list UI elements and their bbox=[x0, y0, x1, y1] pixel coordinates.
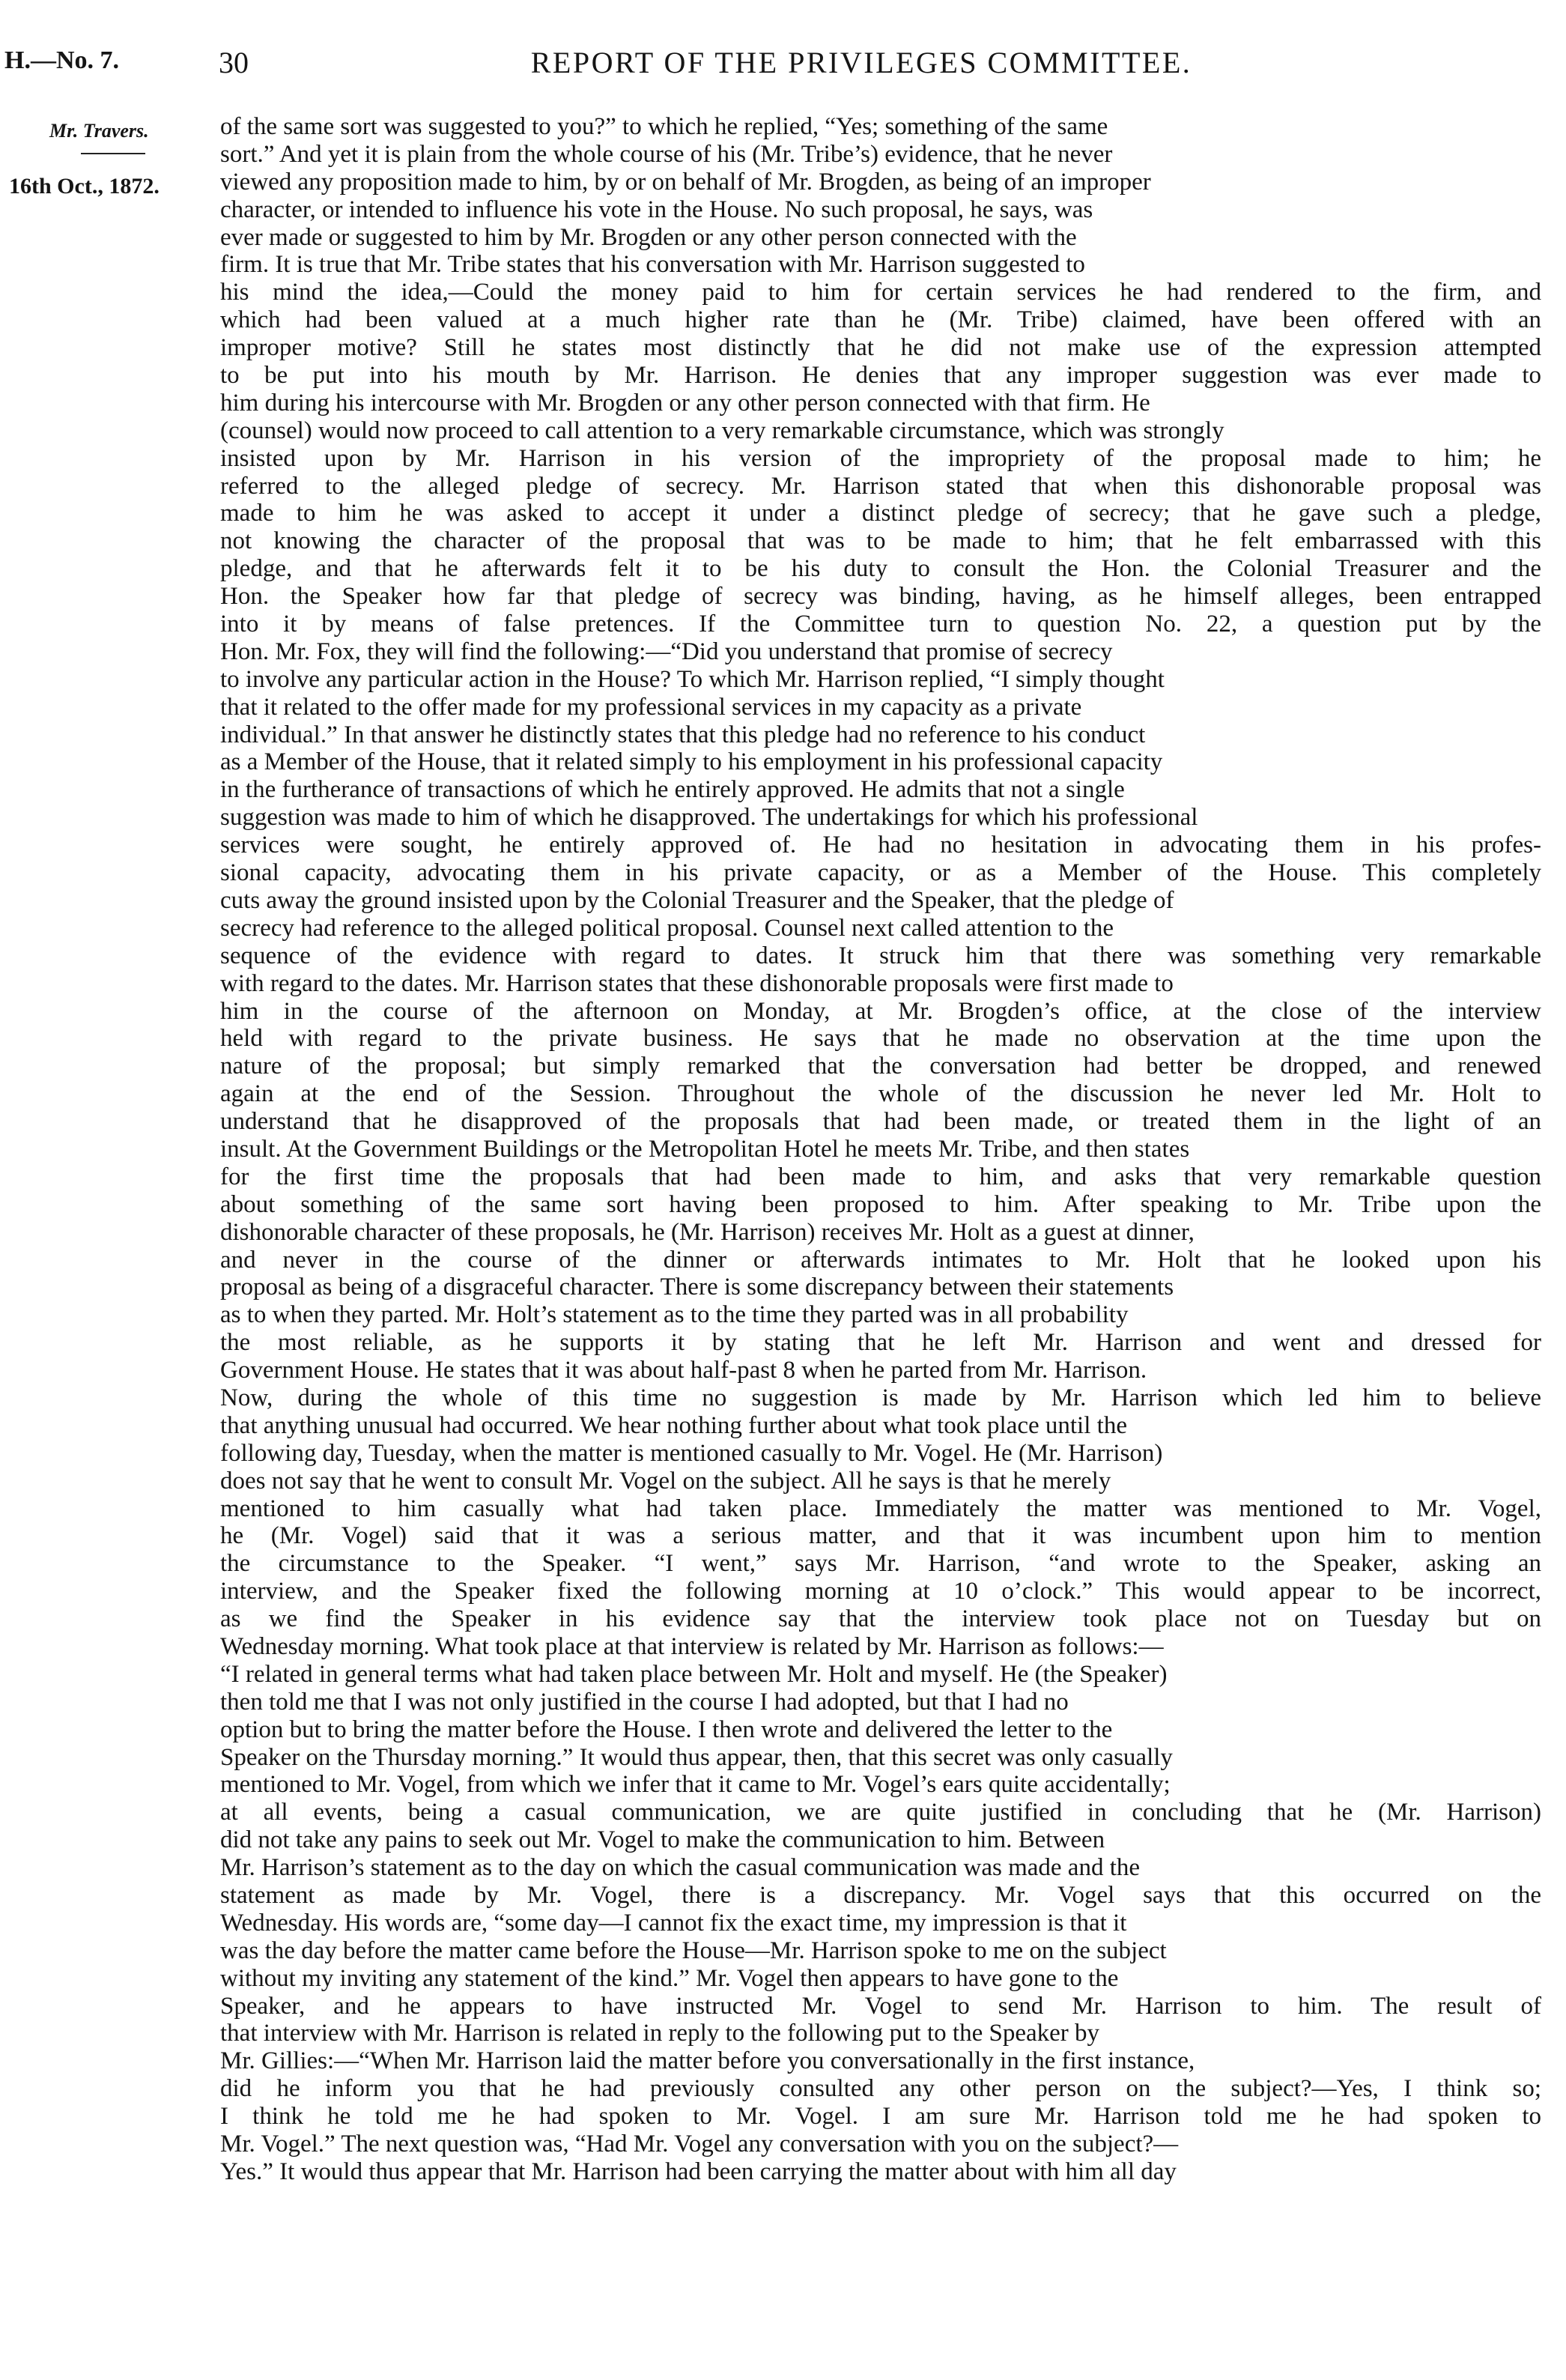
text-line: Government House. He states that it was about half-past 8 when he parted from Mr. Harrison. bbox=[220, 1357, 1147, 1384]
text-line: individual.” In that answer he distinctly states that this pledge had no reference to his conduct bbox=[220, 721, 1146, 748]
text-line: was the day before the matter came before the House—Mr. Harrison spoke to me on the subject bbox=[220, 1937, 1167, 1964]
text-line: statement as made by Mr. Vogel, there is a discrepancy. Mr. Vogel says that this occurred on the bbox=[220, 1882, 1541, 1909]
text-line: improper motive? Still he states most distinctly that he did not make use of the expression attempted bbox=[220, 334, 1541, 362]
text-line: did not take any pains to seek out Mr. Vogel to make the communication to him. Between bbox=[220, 1826, 1105, 1854]
text-line: referred to the alleged pledge of secrecy. Mr. Harrison stated that when this dishonorable proposal was bbox=[220, 472, 1541, 500]
text-line: Mr. Vogel.” The next question was, “Had Mr. Vogel any conversation with you on the subject?— bbox=[220, 2131, 1179, 2158]
text-line: does not say that he went to consult Mr. Vogel on the subject. All he says is that he merely bbox=[220, 1467, 1111, 1495]
text-line: sort.” And yet it is plain from the whole course of his (Mr. Tribe’s) evidence, that he never bbox=[220, 140, 1113, 168]
text-line: services were sought, he entirely approved of. He had no hesitation in advocating them in his profes- bbox=[220, 832, 1541, 859]
text-line: Yes.” It would thus appear that Mr. Harrison had been carrying the matter about with him all day bbox=[220, 2158, 1177, 2185]
text-line: Mr. Gillies:—“When Mr. Harrison laid the matter before you conversationally in the first instance, bbox=[220, 2047, 1195, 2075]
text-line: option but to bring the matter before the House. I then wrote and delivered the letter to the bbox=[220, 1716, 1113, 1743]
text-line: he (Mr. Vogel) said that it was a serious matter, and that it was incumbent upon him to mention bbox=[220, 1522, 1541, 1550]
text-line: him in the course of the afternoon on Monday, at Mr. Brogden’s office, at the close of the interview bbox=[220, 997, 1541, 1025]
text-line: sional capacity, advocating them in his private capacity, or as a Member of the House. This completely bbox=[220, 859, 1541, 887]
text-line: sequence of the evidence with regard to dates. It struck him that there was something very remarkable bbox=[220, 942, 1541, 969]
text-line: made to him he was asked to accept it under a distinct pledge of secrecy; that he gave such a pledge, bbox=[220, 500, 1541, 527]
text-line: as a Member of the House, that it related simply to his employment in his professional capacity bbox=[220, 748, 1163, 776]
text-line: then told me that I was not only justified in the course I had adopted, but that I had no bbox=[220, 1688, 1069, 1716]
text-line: insisted upon by Mr. Harrison in his version of the impropriety of the proposal made to him; he bbox=[220, 444, 1541, 472]
text-line: Wednesday morning. What took place at that interview is related by Mr. Harrison as follows:— bbox=[220, 1632, 1164, 1660]
body-text bbox=[220, 113, 1541, 2186]
text-line: and never in the course of the dinner or afterwards intimates to Mr. Holt that he looked upon his bbox=[220, 1246, 1541, 1274]
text-line: firm. It is true that Mr. Tribe states that his conversation with Mr. Harrison suggested to bbox=[220, 251, 1085, 279]
text-line: suggestion was made to him of which he disapproved. The undertakings for which his professional bbox=[220, 804, 1198, 832]
text-line: to be put into his mouth by Mr. Harrison. He denies that any improper suggestion was ever made to bbox=[220, 362, 1541, 390]
text-line: nature of the proposal; but simply remarked that the conversation had better be dropped, and renewed bbox=[220, 1053, 1541, 1080]
text-line: which had been valued at a much higher rate than he (Mr. Tribe) claimed, have been offered with an bbox=[220, 306, 1541, 334]
text-line: into it by means of false pretences. If the Committee turn to question No. 22, a question put by the bbox=[220, 611, 1541, 638]
text-line: mentioned to Mr. Vogel, from which we infer that it came to Mr. Vogel’s ears quite accidentally; bbox=[220, 1771, 1171, 1799]
text-line: character, or intended to influence his vote in the House. No such proposal, he says, was bbox=[220, 196, 1093, 223]
text-line: for the first time the proposals that had been made to him, and asks that very remarkable question bbox=[220, 1163, 1541, 1190]
text-line: that anything unusual had occurred. We hear nothing further about what took place until the bbox=[220, 1411, 1127, 1439]
text-line: “I related in general terms what had taken place between Mr. Holt and myself. He (the Speaker) bbox=[220, 1660, 1168, 1688]
text-line: understand that he disapproved of the proposals that had been made, or treated them in the light of an bbox=[220, 1108, 1541, 1136]
page-number: 30 bbox=[219, 46, 249, 79]
text-line: (counsel) would now proceed to call attention to a very remarkable circumstance, which was strongly bbox=[220, 417, 1224, 444]
text-line: at all events, being a casual communication, we are quite justified in concluding that he (Mr. Harrison) bbox=[220, 1799, 1541, 1826]
text-line: secrecy had reference to the alleged political proposal. Counsel next called attention to the bbox=[220, 914, 1114, 942]
text-line: as we find the Speaker in his evidence say that the interview took place not on Tuesday but on bbox=[220, 1605, 1541, 1633]
text-line: as to when they parted. Mr. Holt’s statement as to the time they parted was in all probability bbox=[220, 1301, 1129, 1329]
text-line: insult. At the Government Buildings or the Metropolitan Hotel he meets Mr. Tribe, and then states bbox=[220, 1135, 1190, 1163]
text-line: mentioned to him casually what had taken place. Immediately the matter was mentioned to Mr. Vogel, bbox=[220, 1495, 1541, 1522]
text-line: again at the end of the Session. Throughout the whole of the discussion he never led Mr. Holt to bbox=[220, 1080, 1541, 1108]
text-line: the most reliable, as he supports it by stating that he left Mr. Harrison and went and dressed for bbox=[220, 1329, 1541, 1357]
paper-reference: H.—No. 7. bbox=[4, 46, 119, 74]
text-line: pledge, and that he afterwards felt it to be his duty to consult the Hon. the Colonial Treasurer and the bbox=[220, 555, 1541, 583]
text-line: the circumstance to the Speaker. “I went,” says Mr. Harrison, “and wrote to the Speaker, asking an bbox=[220, 1550, 1541, 1578]
text-line: held with regard to the private business. He says that he made no observation at the time upon the bbox=[220, 1025, 1541, 1053]
margin-divider bbox=[81, 153, 145, 154]
text-line: without my inviting any statement of the kind.” Mr. Vogel then appears to have gone to the bbox=[220, 1964, 1119, 1992]
text-line: to involve any particular action in the House? To which Mr. Harrison replied, “I simply thought bbox=[220, 665, 1165, 693]
text-line: Hon. the Speaker how far that pledge of secrecy was binding, having, as he himself alleges, been entrapped bbox=[220, 583, 1541, 611]
text-line: dishonorable character of these proposals, he (Mr. Harrison) receives Mr. Holt as a guest at dinner, bbox=[220, 1218, 1195, 1246]
text-line: proposal as being of a disgraceful character. There is some discrepancy between their statements bbox=[220, 1274, 1174, 1301]
text-line: in the furtherance of transactions of which he entirely approved. He admits that not a single bbox=[220, 776, 1125, 804]
text-line: of the same sort was suggested to you?” to which he replied, “Yes; something of the same bbox=[220, 113, 1108, 140]
text-line: Mr. Harrison’s statement as to the day on which the casual communication was made and the bbox=[220, 1854, 1141, 1882]
text-line: ever made or suggested to him by Mr. Brogden or any other person connected with the bbox=[220, 223, 1077, 251]
text-line: not knowing the character of the proposal that was to be made to him; that he felt embarrassed with this bbox=[220, 527, 1541, 555]
text-line: Speaker on the Thursday morning.” It would thus appear, then, that this secret was only casually bbox=[220, 1743, 1173, 1771]
text-line: his mind the idea,—Could the money paid to him for certain services he had rendered to the firm, and bbox=[220, 279, 1541, 306]
text-line: interview, and the Speaker fixed the following morning at 10 o’clock.” This would appear to be incorrect, bbox=[220, 1578, 1541, 1605]
text-line: Wednesday. His words are, “some day—I cannot fix the exact time, my impression is that it bbox=[220, 1909, 1127, 1937]
page-title: REPORT OF THE PRIVILEGES COMMITTEE. bbox=[530, 46, 1192, 79]
margin-date-note: 16th Oct., 1872. bbox=[9, 174, 160, 199]
text-line: viewed any proposition made to him, by or on behalf of Mr. Brogden, as being of an improper bbox=[220, 168, 1151, 196]
text-line: that interview with Mr. Harrison is related in reply to the following put to the Speaker by bbox=[220, 2020, 1099, 2047]
text-line: about something of the same sort having been proposed to him. After speaking to Mr. Tribe upon the bbox=[220, 1190, 1541, 1218]
text-line: Hon. Mr. Fox, they will find the following:—“Did you understand that promise of secrecy bbox=[220, 638, 1113, 665]
text-line: that it related to the offer made for my professional services in my capacity as a private bbox=[220, 693, 1082, 721]
text-line: with regard to the dates. Mr. Harrison states that these dishonorable proposals were first made to bbox=[220, 969, 1174, 997]
text-line: Now, during the whole of this time no suggestion is made by Mr. Harrison which led him to believe bbox=[220, 1384, 1541, 1411]
text-line: I think he told me he had spoken to Mr. Vogel. I am sure Mr. Harrison told me he had spoken to bbox=[220, 2103, 1541, 2131]
text-line: Speaker, and he appears to have instructed Mr. Vogel to send Mr. Harrison to him. The result of bbox=[220, 1992, 1541, 2020]
margin-speaker-note: Mr. Travers. bbox=[49, 120, 149, 142]
text-line: did he inform you that he had previously consulted any other person on the subject?—Yes, I think so; bbox=[220, 2075, 1541, 2103]
text-line: following day, Tuesday, when the matter is mentioned casually to Mr. Vogel. He (Mr. Harrison) bbox=[220, 1439, 1163, 1467]
text-line: him during his intercourse with Mr. Brogden or any other person connected with that firm. He bbox=[220, 389, 1150, 417]
text-line: cuts away the ground insisted upon by the Colonial Treasurer and the Speaker, that the pledge of bbox=[220, 886, 1174, 914]
